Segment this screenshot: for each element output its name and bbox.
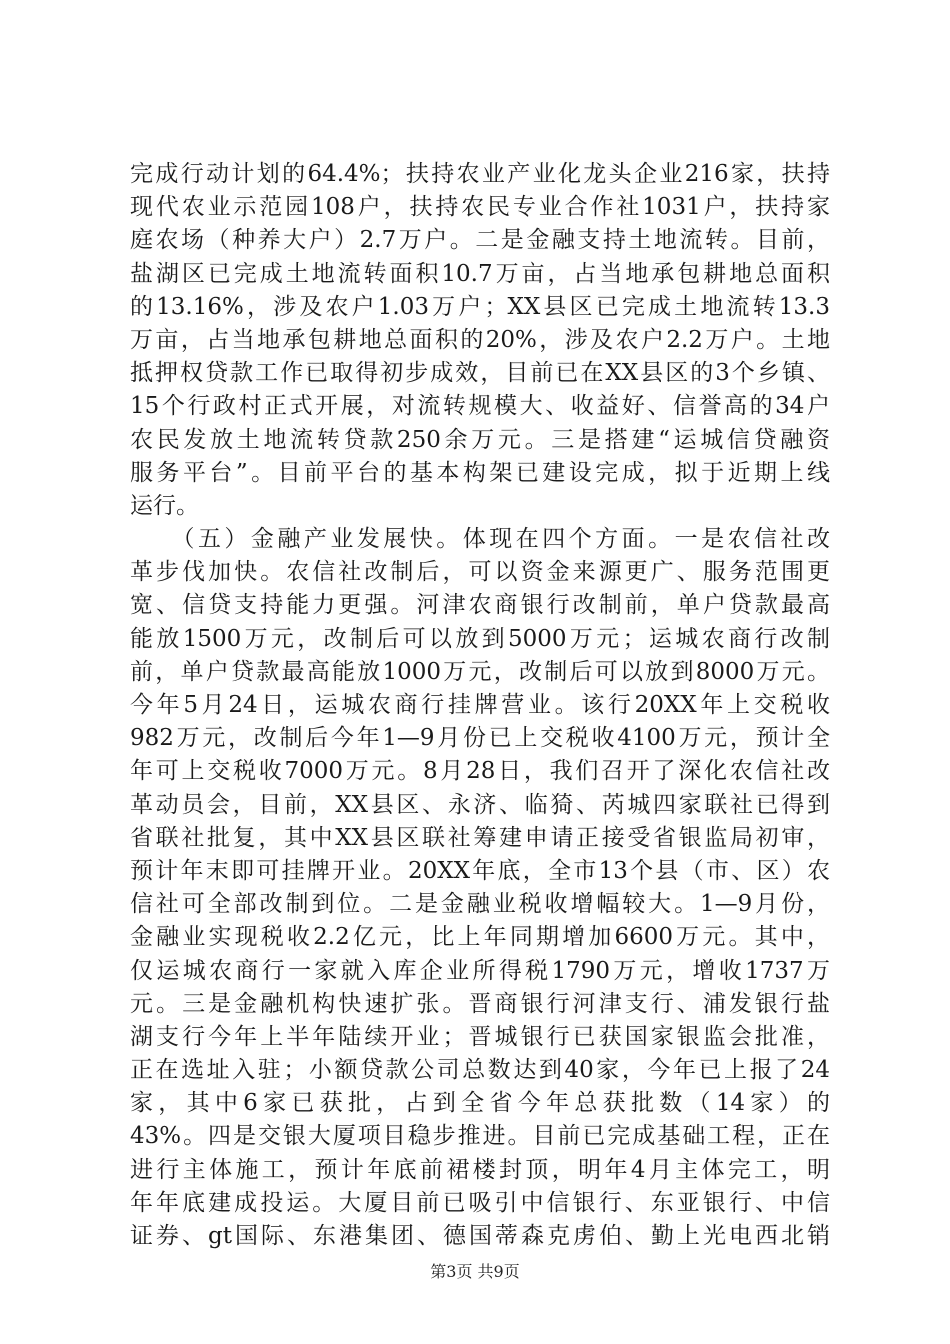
text-line: 现代农业示范园108户，扶持农民专业合作社1031户，扶持家: [130, 194, 830, 221]
text-line: 万亩，占当地承包耕地总面积的20%，涉及农户2.2万户。土地: [130, 326, 830, 353]
text-line: 进行主体施工，预计年底前裙楼封顶，明年4月主体完工，明: [130, 1156, 830, 1183]
text-line: 今年5月24日，运城农商行挂牌营业。该行20XX年上交税收: [130, 692, 830, 718]
text-line: （五）金融产业发展快。体现在四个方面。一是农信社改: [130, 526, 830, 553]
text-line: 元。三是金融机构快速扩张。晋商银行河津支行、浦发银行盐: [130, 990, 830, 1017]
text-line: 年年底建成投运。大厦目前已吸引中信银行、东亚银行、中信: [130, 1189, 830, 1216]
text-line: 革动员会，目前，XX县区、永济、临猗、芮城四家联社已得到: [130, 791, 830, 818]
text-line: 15个行政村正式开展，对流转规模大、收益好、信誉高的34户: [130, 393, 830, 420]
text-line: 盐湖区已完成土地流转面积10.7万亩，占当地承包耕地总面积: [130, 260, 830, 287]
text-line: 湖支行今年上半年陆续开业；晋城银行已获国家银监会批准，: [130, 1023, 830, 1050]
text-line: 能放1500万元，改制后可以放到5000万元；运城农商行改制: [130, 625, 830, 652]
text-line: 金融业实现税收2.2亿元，比上年同期增加6600万元。其中，: [130, 924, 830, 951]
text-line: 宽、信贷支持能力更强。河津农商银行改制前，单户贷款最高: [130, 592, 830, 619]
text-line: 革步伐加快。农信社改制后，可以资金来源更广、服务范围更: [130, 559, 830, 586]
text-line: 预计年末即可挂牌开业。20XX年底，全市13个县（市、区）农: [130, 857, 830, 884]
text-line: 证券、gt国际、东港集团、德国蒂森克虏伯、勤上光电西北销: [130, 1223, 830, 1249]
text-line: 年可上交税收7000万元。8月28日，我们召开了深化农信社改: [130, 758, 830, 785]
body-text: [130, 158, 830, 1253]
text-line: 的13.16%，涉及农户1.03万户；XX县区已完成土地流转13.3: [130, 293, 830, 320]
text-line: 43%。四是交银大厦项目稳步推进。目前已完成基础工程，正在: [130, 1123, 830, 1150]
text-line: 家，其中6家已获批，占到全省今年总获批数（14家）的: [130, 1090, 830, 1117]
text-line: 正在选址入驻；小额贷款公司总数达到40家，今年已上报了24: [130, 1057, 830, 1084]
text-line: 服务平台”。目前平台的基本构架已建设完成，拟于近期上线: [130, 459, 830, 486]
text-line: 庭农场（种养大户）2.7万户。二是金融支持土地流转。目前，: [130, 227, 830, 254]
text-line: 仅运城农商行一家就入库企业所得税1790万元，增收1737万: [130, 957, 830, 984]
text-line: 信社可全部改制到位。二是金融业税收增幅较大。1—9月份，: [130, 891, 830, 918]
text-line: 982万元，改制后今年1—9月份已上交税收4100万元，预计全: [130, 725, 830, 752]
text-line: 抵押权贷款工作已取得初步成效，目前已在XX县区的3个乡镇、: [130, 360, 830, 387]
text-line: 农民发放土地流转贷款250余万元。三是搭建“运城信贷融资: [130, 426, 830, 453]
text-line: 运行。: [130, 492, 199, 519]
text-line: 省联社批复，其中XX县区联社筹建申请正接受省银监局初审，: [130, 824, 830, 851]
text-line: 前，单户贷款最高能放1000万元，改制后可以放到8000万元。: [130, 658, 830, 685]
text-line: 完成行动计划的64.4%；扶持农业产业化龙头企业216家，扶持: [130, 161, 830, 187]
page-footer: 第3页 共9页: [430, 1262, 520, 1281]
